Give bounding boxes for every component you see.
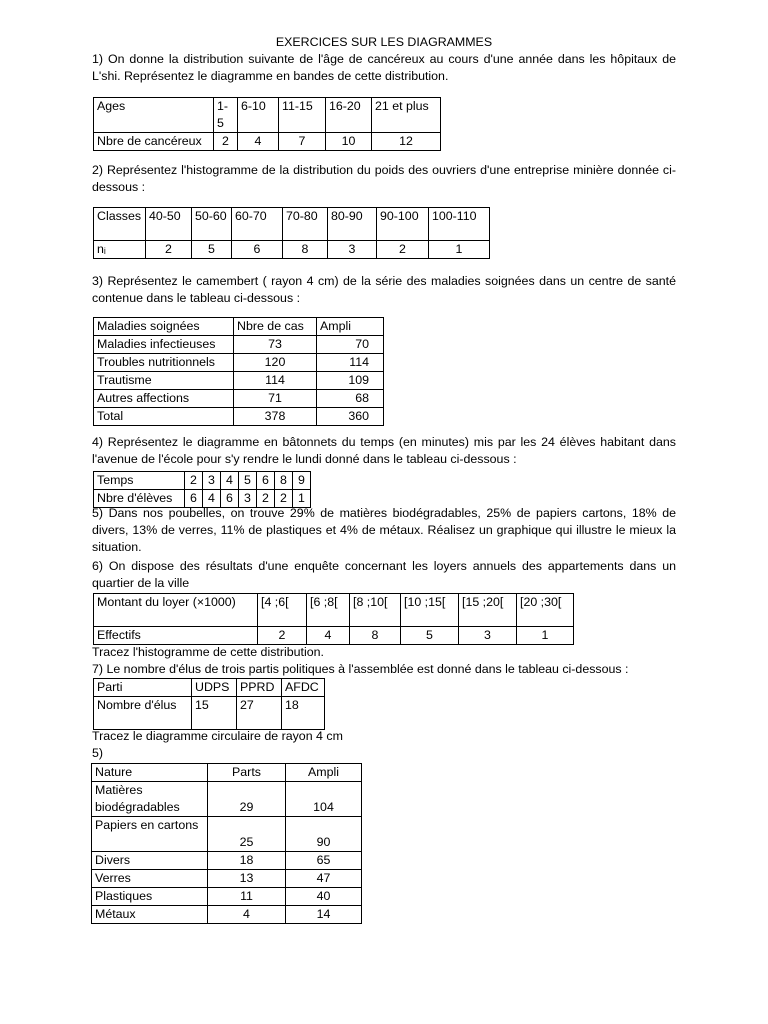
table-cell: 120 — [234, 354, 317, 372]
table-cell: Nbre de cancéreux — [94, 133, 214, 151]
table-row — [94, 133, 441, 151]
table-cell: 7 — [279, 133, 326, 151]
table-row — [94, 408, 384, 426]
table-cell: 3 — [328, 241, 377, 259]
table-cell: 6 — [257, 472, 275, 490]
table-row — [92, 764, 362, 782]
table-cell: 114 — [234, 372, 317, 390]
table-cell: 3 — [239, 490, 257, 508]
table-cell: 3 — [203, 472, 221, 490]
table-cell: 114 — [317, 354, 384, 372]
table-row — [94, 372, 384, 390]
table-cell: [8 ;10[ — [350, 594, 401, 627]
table-cell: Troubles nutritionnels — [94, 354, 234, 372]
table-cell: 18 — [282, 697, 325, 730]
table-cell: 1-5 — [214, 98, 238, 133]
table-cell: 4 — [208, 906, 286, 924]
table-cell: 70-80 — [283, 208, 328, 241]
document-title: EXERCICES SUR LES DIAGRAMMES — [275, 35, 493, 49]
table-row — [92, 782, 362, 817]
table-cell: 1 — [293, 490, 311, 508]
solution-5-label: 5) — [92, 746, 104, 760]
table-cell: 71 — [234, 390, 317, 408]
table-cell: Métaux — [92, 906, 208, 924]
table-cell: 70 — [317, 336, 384, 354]
table-cell: 2 — [214, 133, 238, 151]
table-row — [94, 336, 384, 354]
table-cell: 1 — [429, 241, 490, 259]
table-cell: Montant du loyer (×1000) — [94, 594, 258, 627]
table-cell: 12 — [372, 133, 441, 151]
table-cell: 18 — [208, 852, 286, 870]
table-cell: 2 — [146, 241, 192, 259]
exercise-5-text: 5) Dans nos poubelles, on trouve 29% de matières biodégradables, 25% de papiers cartons, 18% de divers, 13% de verres, 11% de plastiques et 4% de métaux. Réalisez un graphique qui illustre le mieux la situation. — [92, 506, 676, 554]
table-cell: 2 — [185, 472, 203, 490]
table-cell: [6 ;8[ — [307, 594, 350, 627]
table-cell: [20 ;30[ — [517, 594, 574, 627]
table-cell: 14 — [286, 906, 362, 924]
table-cell: Maladies soignées — [94, 318, 234, 336]
table-cell: Classes — [94, 208, 146, 241]
table-cell: 8 — [350, 627, 401, 645]
table-cell: 40-50 — [146, 208, 192, 241]
table-cell: 4 — [238, 133, 279, 151]
table-cell: PPRD — [237, 679, 282, 697]
table-row — [94, 241, 490, 259]
table-cell: Maladies infectieuses — [94, 336, 234, 354]
table-cell: Parti — [94, 679, 192, 697]
table-cell: 11-15 — [279, 98, 326, 133]
table-cell: [4 ;6[ — [258, 594, 307, 627]
table-cell: UDPS — [192, 679, 237, 697]
table-cell: Ampli — [286, 764, 362, 782]
table-cell: 6 — [221, 490, 239, 508]
table-cell: Plastiques — [92, 888, 208, 906]
table-row — [94, 679, 325, 697]
table-cell: 11 — [208, 888, 286, 906]
table-cell: 8 — [275, 472, 293, 490]
table-row — [94, 318, 384, 336]
table-cell: 360 — [317, 408, 384, 426]
table-cell: Ages — [94, 98, 214, 133]
table-cell: 6 — [232, 241, 283, 259]
exercise-6-instruction: Tracez l'histogramme de cette distribution. — [92, 645, 324, 659]
table-cell: 6 — [185, 490, 203, 508]
table-cell: 4 — [307, 627, 350, 645]
exercise-2-text: 2) Représentez l'histogramme de la distribution du poids des ouvriers d'une entreprise minière donnée ci-dessous : — [92, 163, 676, 194]
table-cell: 2 — [258, 627, 307, 645]
table-row — [92, 906, 362, 924]
table-cell: 40 — [286, 888, 362, 906]
table-cell: 50-60 — [192, 208, 232, 241]
exercise-4-text: 4) Représentez le diagramme en bâtonnets du temps (en minutes) mis par les 24 élèves habitant dans l'avenue de l'école pour s'y rendre le lundi donné dans le tableau ci-dessous : — [92, 435, 676, 466]
table-cell: 29 — [208, 782, 286, 817]
table-cell: 4 — [203, 490, 221, 508]
table-cell: 25 — [208, 817, 286, 852]
table-cell: 16-20 — [326, 98, 372, 133]
table-cell: Nombre d'élus — [94, 697, 192, 730]
table-cell: 109 — [317, 372, 384, 390]
table-cell: nᵢ — [94, 241, 146, 259]
exercise-1-text: 1) On donne la distribution suivante de l'âge de cancéreux au cours d'une année dans les hôpitaux de L'shi. Représentez le diagramme en bandes de cette distribution. — [92, 52, 676, 83]
table-row — [94, 98, 441, 133]
table-cell: Effectifs — [94, 627, 258, 645]
exercise-6-table — [93, 593, 574, 645]
table-cell: 15 — [192, 697, 237, 730]
table-cell: Papiers en cartons — [92, 817, 208, 852]
table-cell: 68 — [317, 390, 384, 408]
table-cell: Autres affections — [94, 390, 234, 408]
table-cell: 5 — [239, 472, 257, 490]
table-cell: Nbre de cas — [234, 318, 317, 336]
table-row — [92, 888, 362, 906]
exercise-4-table — [93, 471, 311, 508]
table-row — [94, 472, 311, 490]
table-cell: 10 — [326, 133, 372, 151]
exercise-7-text: 7) Le nombre d'élus de trois partis politiques à l'assemblée est donné dans le tableau ci-dessous : — [92, 662, 629, 676]
table-cell: 5 — [192, 241, 232, 259]
table-cell: 4 — [221, 472, 239, 490]
table-cell: 13 — [208, 870, 286, 888]
exercise-1-table — [93, 97, 441, 151]
table-cell: 104 — [286, 782, 362, 817]
table-cell: 6-10 — [238, 98, 279, 133]
table-cell: 378 — [234, 408, 317, 426]
table-cell: Verres — [92, 870, 208, 888]
solution-5-table — [91, 763, 362, 924]
table-cell: Ampli — [317, 318, 384, 336]
table-cell: Total — [94, 408, 234, 426]
table-cell: Parts — [208, 764, 286, 782]
table-row — [92, 870, 362, 888]
table-cell: 5 — [401, 627, 459, 645]
table-cell: Matières biodégradables — [92, 782, 208, 817]
table-row — [94, 627, 574, 645]
exercise-6-text: 6) On dispose des résultats d'une enquête concernant les loyers annuels des appartements dans un quartier de la ville — [92, 559, 676, 590]
table-cell: 47 — [286, 870, 362, 888]
table-cell: 73 — [234, 336, 317, 354]
exercise-7-table — [93, 678, 325, 730]
table-row — [94, 354, 384, 372]
table-cell: 9 — [293, 472, 311, 490]
table-cell: Trautisme — [94, 372, 234, 390]
table-cell: 1 — [517, 627, 574, 645]
table-cell: 80-90 — [328, 208, 377, 241]
table-cell: Temps — [94, 472, 185, 490]
table-cell: AFDC — [282, 679, 325, 697]
table-row — [94, 594, 574, 627]
table-cell: 3 — [459, 627, 517, 645]
exercise-7-instruction: Tracez le diagramme circulaire de rayon 4 cm — [92, 729, 343, 743]
table-row — [94, 697, 325, 730]
table-cell: 2 — [377, 241, 429, 259]
table-cell: 21 et plus — [372, 98, 441, 133]
table-row — [94, 208, 490, 241]
table-cell: 65 — [286, 852, 362, 870]
table-row — [92, 817, 362, 852]
table-cell: Divers — [92, 852, 208, 870]
table-cell: 100-110 — [429, 208, 490, 241]
table-cell: [10 ;15[ — [401, 594, 459, 627]
table-cell: 90 — [286, 817, 362, 852]
exercise-3-table — [93, 317, 384, 426]
exercise-3-text: 3) Représentez le camembert ( rayon 4 cm) de la série des maladies soignées dans un centre de santé contenue dans le tableau ci-dessous : — [92, 274, 676, 305]
table-cell: Nature — [92, 764, 208, 782]
table-cell: 8 — [283, 241, 328, 259]
table-cell: 27 — [237, 697, 282, 730]
exercise-2-table — [93, 207, 490, 259]
table-cell: 90-100 — [377, 208, 429, 241]
table-cell: 2 — [275, 490, 293, 508]
table-cell: Nbre d'élèves — [94, 490, 185, 508]
table-row — [92, 852, 362, 870]
table-cell: 2 — [257, 490, 275, 508]
table-cell: 60-70 — [232, 208, 283, 241]
table-row — [94, 390, 384, 408]
table-cell: [15 ;20[ — [459, 594, 517, 627]
